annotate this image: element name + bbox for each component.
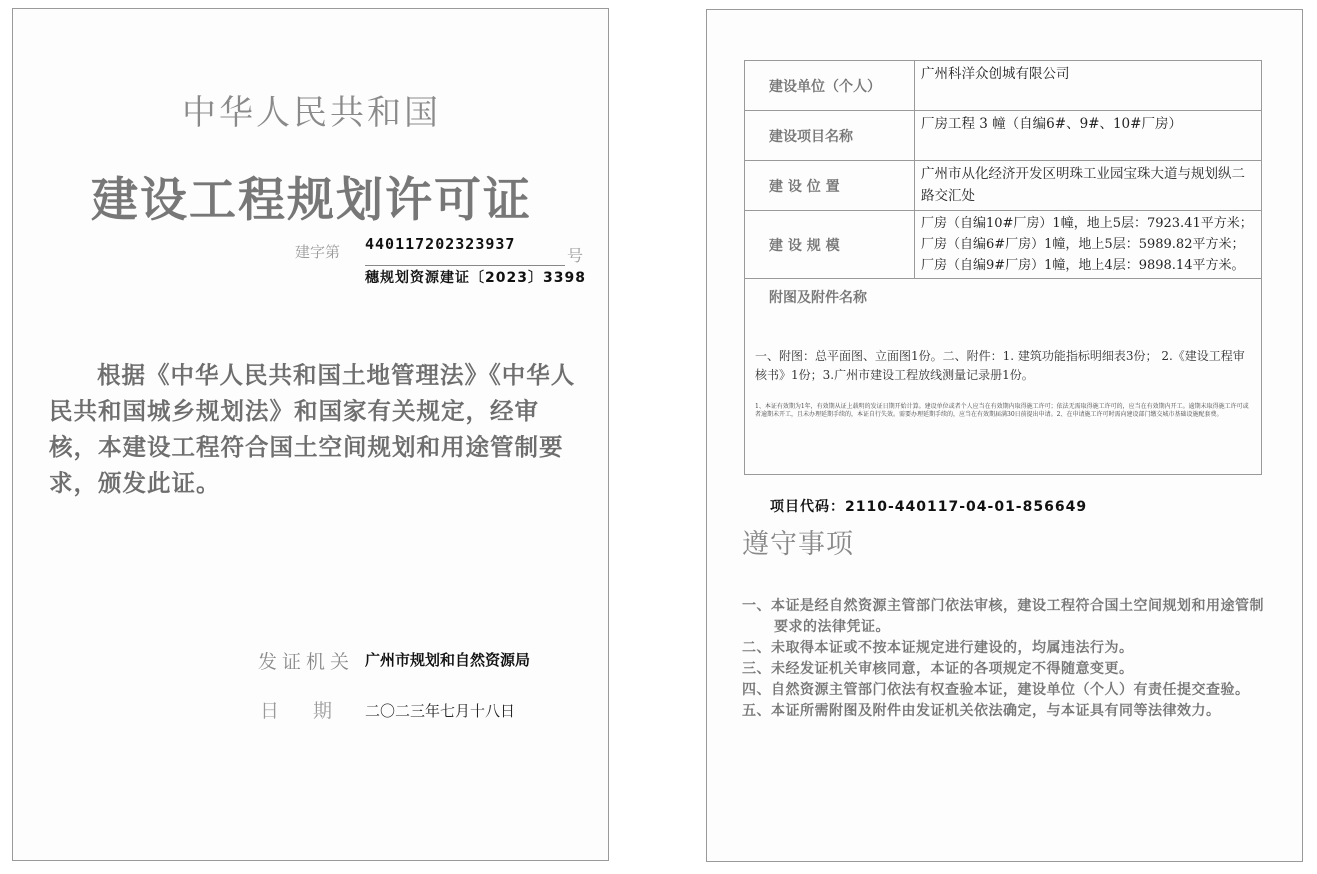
project-info-table <box>744 60 1262 475</box>
date-label: 日 期 <box>260 700 333 722</box>
cert-number-underline <box>365 265 565 266</box>
certificate-cover-page <box>12 8 609 861</box>
row-label: 建 设 位 置 <box>745 161 915 211</box>
certificate-body-text <box>49 357 583 501</box>
fine-print: 1、本证有效期为1年，有效期从证上载明的发证日期开始计算。建设单位或者个人应当在有效期内取得施工许可；依法无需取得施工许可的，应当在有效期内开工。逾期未取得施工许可或者逾期未开工，且未办理延期手续的，本证自行失效。需要办理延期手续的，应当在有效期届满30日前提出申请。2、在申请施工许可时需向建设部门缴交城市基础设施配套费。 <box>755 403 1249 418</box>
attachment-cell <box>745 279 1262 475</box>
attachment-label: 附图及附件名称 <box>769 290 867 306</box>
body-paragraph: 根据《中华人民共和国土地管理法》《中华人民共和国城乡规划法》和国家有关规定，经审核，本建设工程符合国土空间规划和用途管制要求，颁发此证。 <box>49 361 576 497</box>
row-value: 厂房工程 3 幢（自编6#、9#、10#厂房） <box>915 111 1262 161</box>
country-name: 中华人民共和国 <box>182 93 441 133</box>
list-item: 二、未取得本证或不按本证规定进行建设的，均属违法行为。 <box>742 640 1134 656</box>
cert-number-prefix: 建字第 <box>295 243 341 261</box>
notice-list <box>742 596 1272 722</box>
row-label: 建设项目名称 <box>745 111 915 161</box>
certificate-title: 建设工程规划许可证 <box>91 173 532 228</box>
table-row <box>745 161 1262 211</box>
table-row <box>745 61 1262 111</box>
issuer-value: 广州市规划和自然资源局 <box>365 651 531 669</box>
list-item: 五、本证所需附图及附件由发证机关依法确定，与本证具有同等法律效力。 <box>742 703 1221 719</box>
row-label: 建设单位（个人） <box>745 61 915 111</box>
table-row <box>745 211 1262 279</box>
date-value: 二〇二三年七月十八日 <box>365 702 516 720</box>
issuer-label: 发证机关 <box>258 651 355 673</box>
row-value: 广州科洋众创城有限公司 <box>915 61 1262 111</box>
table-row <box>745 111 1262 161</box>
cert-number-suffix: 号 <box>567 246 584 265</box>
row-value: 厂房（自编10#厂房）1幢，地上5层：7923.41平方米；厂房（自编6#厂房）1幢，地上5层：5989.82平方米；厂房（自编9#厂房）1幢，地上4层：9898.14平方米。 <box>915 211 1262 279</box>
notice-title: 遵守事项 <box>742 529 854 560</box>
list-item: 四、自然资源主管部门依法有权查验本证，建设单位（个人）有责任提交查验。 <box>742 682 1250 698</box>
attachment-row <box>745 279 1262 475</box>
certificate-detail-page <box>706 9 1303 862</box>
cert-reference: 穗规划资源建证〔2023〕3398 <box>365 270 586 286</box>
list-item: 三、未经发证机关审核同意，本证的各项规定不得随意变更。 <box>742 661 1134 677</box>
attachment-text: 一、附图：总平面图、立面图1份。二、附件：1. 建筑功能指标明细表3份； 2.《建设工程审核书》1份；3.广州市建设工程放线测量记录册1份。 <box>755 349 1245 382</box>
project-code: 项目代码：2110-440117-04-01-856649 <box>770 499 1088 515</box>
row-label: 建 设 规 模 <box>745 211 915 279</box>
row-value: 广州市从化经济开发区明珠工业园宝珠大道与规划纵二路交汇处 <box>915 161 1262 211</box>
list-item: 一、本证是经自然资源主管部门依法审核，建设工程符合国土空间规划和用途管制要求的法律凭证。 <box>742 598 1264 635</box>
cert-number: 440117202323937 <box>365 235 516 253</box>
